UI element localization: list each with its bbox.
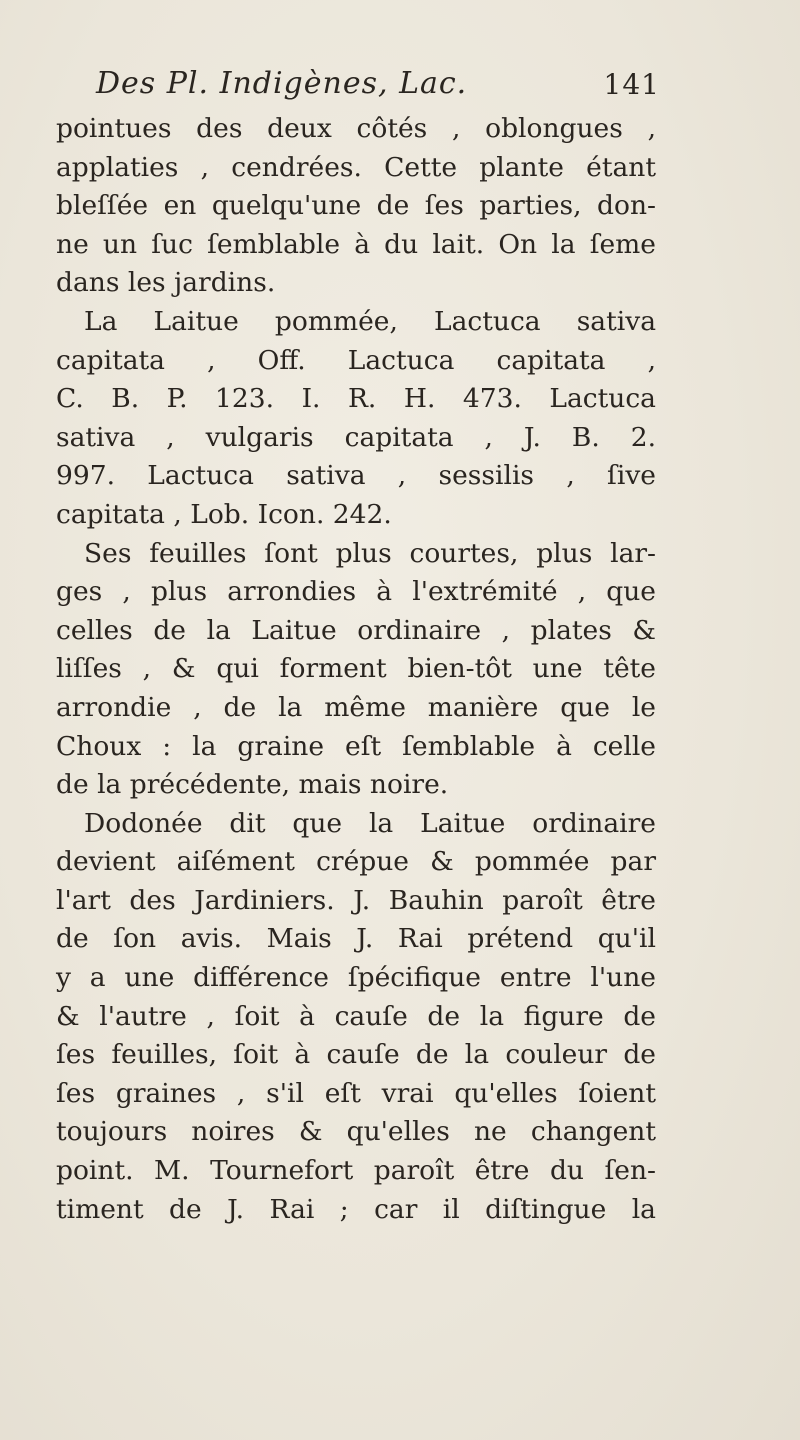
text-line: sativa , vulgaris capitata , J. B. 2. xyxy=(56,421,656,453)
text-line: toujours noires & qu'elles ne changent xyxy=(56,1116,656,1148)
running-header xyxy=(96,66,660,101)
text-line: C. B. P. 123. I. R. H. 473. Lactuca xyxy=(56,383,656,415)
text-line: Choux : la graine eſt ſemblable à celle xyxy=(56,730,656,762)
text-line: point. M. Tournefort paroît être du ſen- xyxy=(56,1155,656,1187)
text-line: capitata , Off. Lactuca capitata , xyxy=(56,344,656,376)
text-line: celles de la Laitue ordinaire , plates & xyxy=(56,614,656,646)
text-line: pointues des deux côtés , oblongues , xyxy=(56,113,656,144)
text-line: devient aiſément crépue & pommée par xyxy=(56,846,656,878)
text-line: La Laitue pommée, Lactuca sativa xyxy=(84,305,656,337)
body-text xyxy=(56,110,656,1229)
text-line: 997. Lactuca sativa , sessilis , ſive xyxy=(56,460,656,492)
text-line: capitata , Lob. Icon. 242. xyxy=(56,498,392,530)
text-line: timent de J. Rai ; car il diſtingue la xyxy=(56,1193,656,1225)
text-line: ſes feuilles, ſoit à cauſe de la couleur de xyxy=(56,1039,656,1071)
text-line: l'art des Jardiniers. J. Bauhin paroît être xyxy=(56,884,656,916)
text-line: Ses feuilles ſont plus courtes, plus lar- xyxy=(84,537,656,569)
text-line: ges , plus arrondies à l'extrémité , que xyxy=(56,576,656,608)
header-title: Des Pl. Indigènes, Lac. xyxy=(96,66,468,101)
text-line: & l'autre , ſoit à cauſe de la figure de xyxy=(56,1000,656,1032)
text-line: liſſes , & qui forment bien-tôt une tête xyxy=(56,653,656,685)
text-line: bleſſée en quelqu'une de ſes parties, don- xyxy=(56,190,656,222)
page-number: 141 xyxy=(603,68,660,101)
text-line: applaties , cendrées. Cette plante étant xyxy=(56,151,656,183)
text-line: Dodonée dit que la Laitue ordinaire xyxy=(84,807,656,839)
text-line: dans les jardins. xyxy=(56,267,276,299)
text-line: arrondie , de la même manière que le xyxy=(56,691,656,723)
text-line: de la précédente, mais noire. xyxy=(56,769,449,801)
text-line: de ſon avis. Mais J. Rai prétend qu'il xyxy=(56,923,656,955)
text-line: y a une différence ſpécifique entre l'une xyxy=(56,962,656,994)
text-line: ſes graines , s'il eſt vrai qu'elles ſoient xyxy=(56,1077,656,1109)
text-line: ne un ſuc ſemblable à du lait. On la ſeme xyxy=(56,228,656,260)
